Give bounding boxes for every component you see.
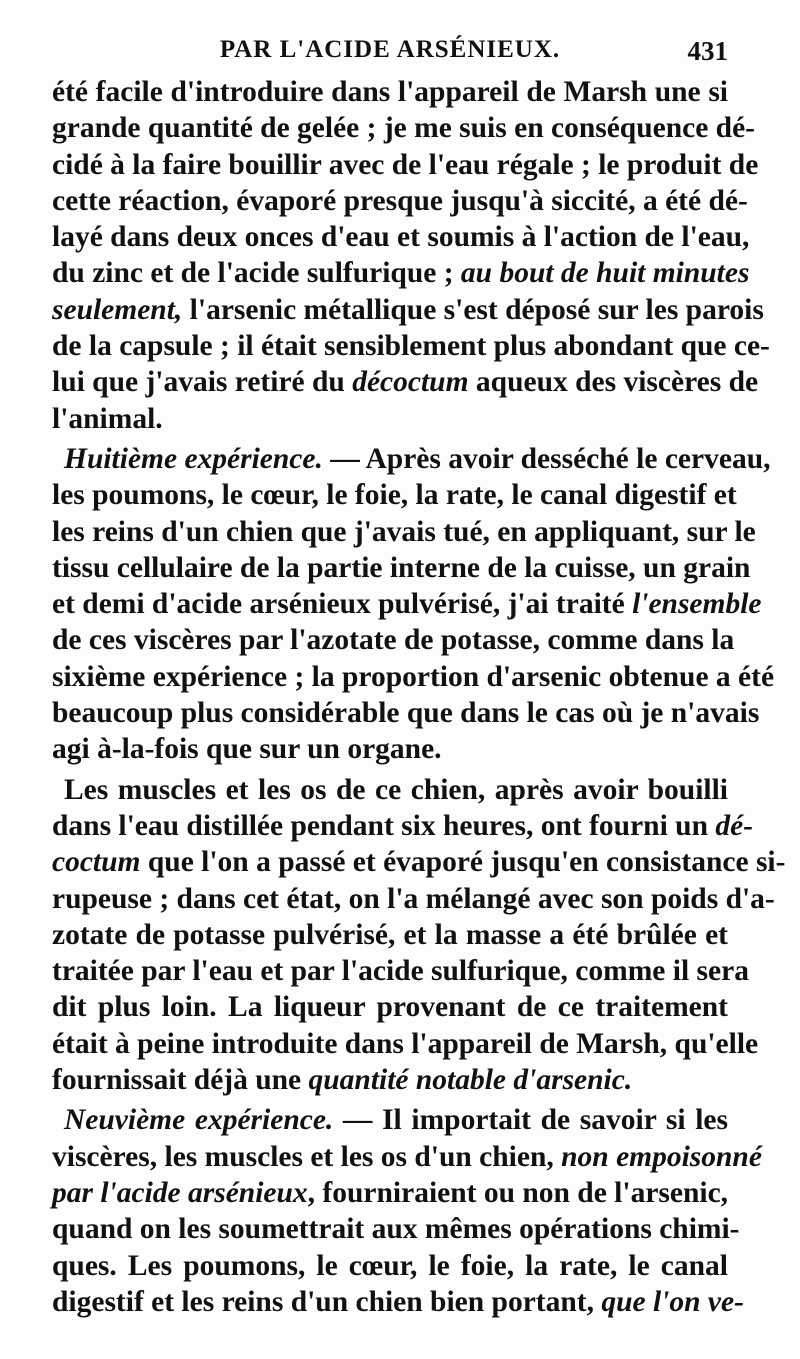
text-line <box>52 74 728 110</box>
italic-text: décoctum <box>352 366 469 399</box>
text-line <box>52 477 737 513</box>
text-segment: rupeuse ; dans cet état, on l'a mélangé avec son poids d'a- <box>52 882 775 915</box>
text-line <box>52 364 759 400</box>
text-segment: quand on les soumettrait aux mêmes opérations chimi- <box>52 1213 740 1246</box>
italic-text: dé- <box>715 809 754 842</box>
text-segment: traitée par l'eau et par l'acide sulfurique, comme il sera <box>52 955 749 988</box>
text-segment: aqueux des viscères de <box>468 366 759 399</box>
text-line <box>52 255 750 291</box>
body-text <box>52 74 786 1320</box>
text-segment: l'animal. <box>52 402 163 435</box>
text-segment: de la capsule ; il était sensiblement plus abondant que ce- <box>52 330 770 363</box>
italic-text: non empoisonné <box>561 1140 762 1173</box>
text-segment: zotate de potasse pulvérisé, et la masse a été brûlée et <box>52 918 728 951</box>
paragraph <box>52 1102 762 1320</box>
running-title: PAR L'ACIDE ARSÉNIEUX. <box>219 36 561 63</box>
text-line <box>52 219 750 255</box>
text-segment: tissu cellulaire de la partie interne de la cuisse, un grain <box>52 551 751 584</box>
text-segment: , fourniraient ou non de l'arsenic, <box>307 1176 729 1209</box>
text-segment: digestif et les reins d'un chien bien portant, <box>52 1285 602 1318</box>
italic-text: par l'acide arsénieux <box>52 1176 308 1209</box>
text-line <box>52 1062 728 1098</box>
text-segment: cidé à la faire bouillir avec de l'eau régale ; le produit de <box>52 148 759 181</box>
text-segment: dit plus loin. La liqueur provenant de ce traitement <box>52 991 728 1024</box>
text-line <box>52 659 775 695</box>
text-line <box>52 772 728 808</box>
text-line <box>52 1026 759 1062</box>
text-line <box>52 844 786 880</box>
text-segment: l'arsenic métallique s'est déposé sur les parois <box>182 293 764 326</box>
text-segment: agi à-la-fois que sur un organe. <box>52 733 442 766</box>
text-segment: ques. Les poumons, le cœur, le foie, la rate, le canal <box>52 1249 728 1282</box>
text-line <box>52 328 770 364</box>
text-segment: et demi d'acide arsénieux pulvérisé, j'ai traité <box>52 588 633 621</box>
text-line <box>52 1248 728 1284</box>
text-segment: sixième expérience ; la proportion d'arsenic obtenue a été <box>52 660 775 693</box>
italic-text: quantité notable d'arsenic. <box>308 1064 633 1097</box>
text-segment: était à peine introduite dans l'appareil de Marsh, qu'elle <box>52 1027 759 1060</box>
text-segment: viscères, les muscles et les os d'un chien, <box>52 1140 562 1173</box>
text-line <box>52 1139 762 1175</box>
text-segment: lui que j'avais retiré du <box>52 366 353 399</box>
text-segment: beaucoup plus considérable que dans le cas où je n'avais <box>52 697 760 730</box>
italic-text: coctum <box>52 846 141 879</box>
italic-text: au bout de huit minutes <box>460 257 750 290</box>
text-line <box>52 550 751 586</box>
text-line <box>52 917 728 953</box>
text-segment: que l'on a passé et évaporé jusqu'en consistance si- <box>140 846 786 879</box>
text-segment: les poumons, le cœur, le foie, la rate, le canal digestif et <box>52 479 737 512</box>
text-segment: — Il importait de savoir si les <box>333 1104 728 1137</box>
italic-text: seulement, <box>52 293 183 326</box>
text-line <box>52 989 728 1025</box>
text-segment: Les muscles et les os de ce chien, après avoir bouilli <box>64 773 728 806</box>
text-line <box>52 514 756 550</box>
text-line <box>52 147 759 183</box>
text-line <box>52 881 775 917</box>
page-number: 431 <box>687 36 728 66</box>
text-segment: les reins d'un chien que j'avais tué, en appliquant, sur le <box>52 515 756 548</box>
paragraph <box>52 441 775 768</box>
text-line <box>52 110 756 146</box>
text-segment: — Après avoir desséché le cerveau, <box>322 442 771 475</box>
text-line <box>52 441 771 477</box>
text-line <box>52 808 754 844</box>
text-line <box>52 1175 728 1211</box>
text-line <box>52 1284 744 1320</box>
text-line <box>52 1102 728 1138</box>
text-line <box>52 586 762 622</box>
text-line <box>52 1211 740 1247</box>
italic-text: Huitième expérience. <box>64 442 323 475</box>
text-line <box>52 731 728 767</box>
text-segment: du zinc et de l'acide sulfurique ; <box>52 257 461 290</box>
paragraph <box>52 74 770 437</box>
italic-text: l'ensemble <box>632 588 762 621</box>
text-segment: dans l'eau distillée pendant six heures, ont fourni un <box>52 809 716 842</box>
text-segment: de ces viscères par l'azotate de potasse, comme dans la <box>52 624 735 657</box>
text-line <box>52 401 728 437</box>
italic-text: que l'on ve- <box>601 1285 744 1318</box>
running-head <box>52 30 728 70</box>
text-segment: layé dans deux onces d'eau et soumis à l'action de l'eau, <box>52 221 750 254</box>
italic-text: Neuvième expérience. <box>64 1104 334 1137</box>
text-line <box>52 695 760 731</box>
paragraph <box>52 772 786 1099</box>
text-segment: fournissait déjà une <box>52 1064 309 1097</box>
text-segment: été facile d'introduire dans l'appareil de Marsh une si <box>52 76 728 108</box>
text-segment: cette réaction, évaporé presque jusqu'à siccité, a été dé- <box>52 184 748 217</box>
text-segment: grande quantité de gelée ; je me suis en conséquence dé- <box>52 112 756 145</box>
text-line <box>52 292 764 328</box>
text-line <box>52 953 749 989</box>
text-line <box>52 622 735 658</box>
text-line <box>52 183 748 219</box>
